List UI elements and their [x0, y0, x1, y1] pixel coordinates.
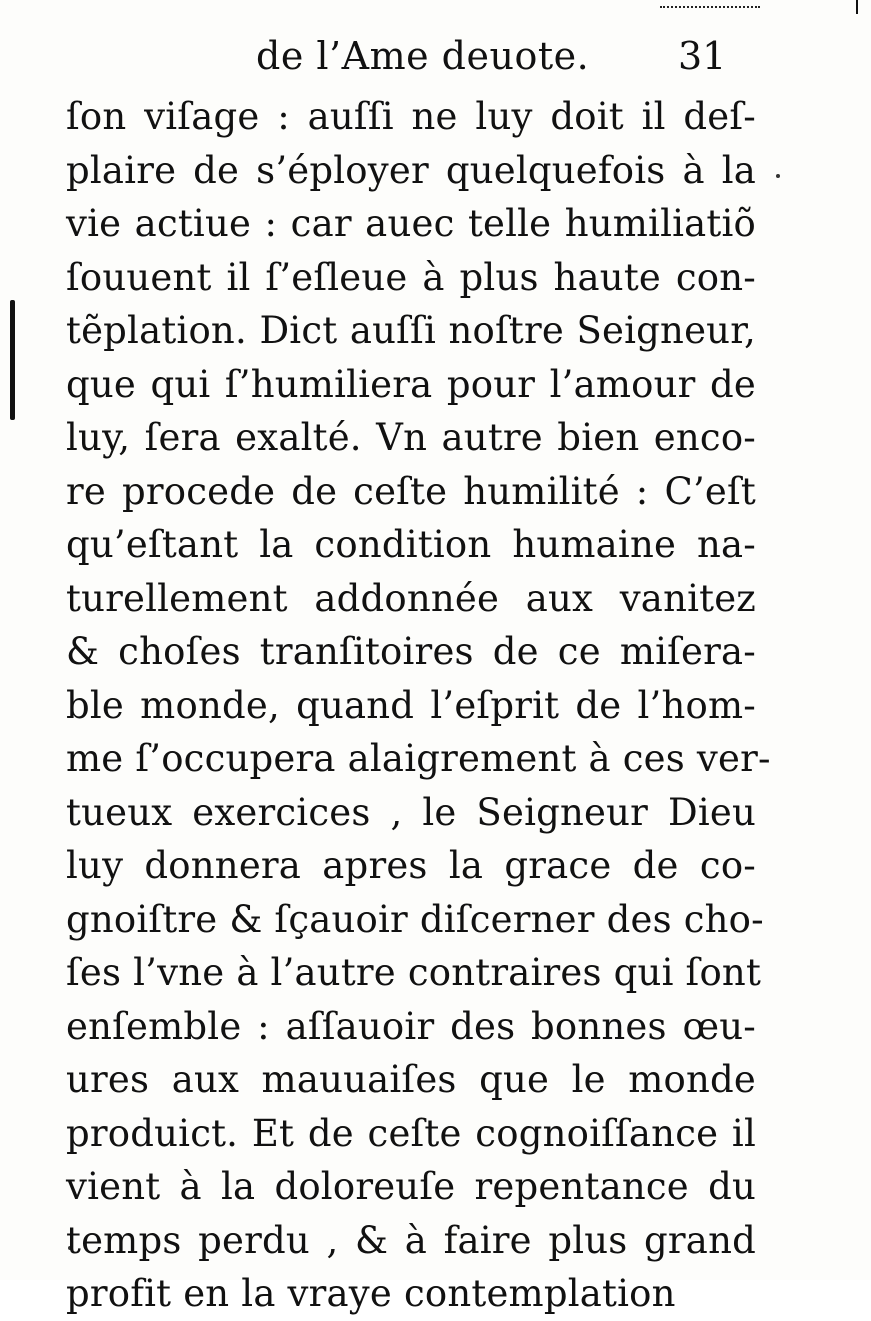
text-line: turellement addonnée aux vanitez: [66, 576, 756, 620]
scan-artifact-top: [660, 0, 760, 8]
text-line: gnoiſtre & ſçauoir diſcerner des cho-: [66, 897, 764, 941]
text-line: ble monde, quand l’eſprit de l’hom-: [66, 683, 756, 727]
text-line: & choſes tranſitoires de ce miſera-: [66, 630, 756, 673]
text-line: ſes l’vne à l’autre contraires qui ſont: [66, 951, 762, 994]
scan-artifact-edge: [856, 0, 858, 14]
text-line: enſemble : aſſauoir des bonnes œu-: [66, 1004, 756, 1048]
scan-artifact-binding-shadow: [10, 300, 15, 420]
text-line: produict. Et de ceſte cognoiſſance il: [66, 1111, 756, 1155]
text-line: vient à la doloreuſe repentance du: [66, 1165, 756, 1208]
text-line: profit en la vraye contemplation: [66, 1272, 676, 1315]
text-line: temps perdu , & à faire plus grand: [66, 1218, 756, 1262]
page-header: [0, 30, 871, 92]
scan-artifact-dot: [776, 174, 780, 178]
running-title: de l’Ame deuote.: [256, 34, 590, 78]
text-line: re procede de ceſte humilité : C’eſt: [66, 469, 756, 513]
body-text: [66, 90, 771, 1321]
text-line: me ſ’occupera alaigrement à ces ver-: [66, 737, 771, 780]
text-line: ures aux mauuaiſes que le monde: [66, 1058, 756, 1101]
text-line: qu’eſtant la condition humaine na-: [66, 523, 756, 566]
text-line: ſouuent il ſ’eſleue à plus haute con-: [66, 255, 756, 299]
text-line: tueux exercices , le Seigneur Dieu: [66, 790, 756, 834]
text-line: luy, ſera exalté. Vn autre bien enco-: [66, 416, 756, 459]
text-line: tẽplation. Dict auſſi noſtre Seigneur,: [66, 309, 756, 352]
text-line: vie actiue : car auec telle humiliatiõ: [66, 202, 756, 245]
text-line: ſon viſage : auſſi ne luy doit il deſ-: [66, 95, 756, 138]
page-number: 31: [678, 34, 727, 78]
text-line: plaire de s’éployer quelquefois à la: [66, 148, 756, 192]
text-line: que qui ſ’humiliera pour l’amour de: [66, 362, 756, 406]
text-line: luy donnera apres la grace de co-: [66, 844, 756, 887]
